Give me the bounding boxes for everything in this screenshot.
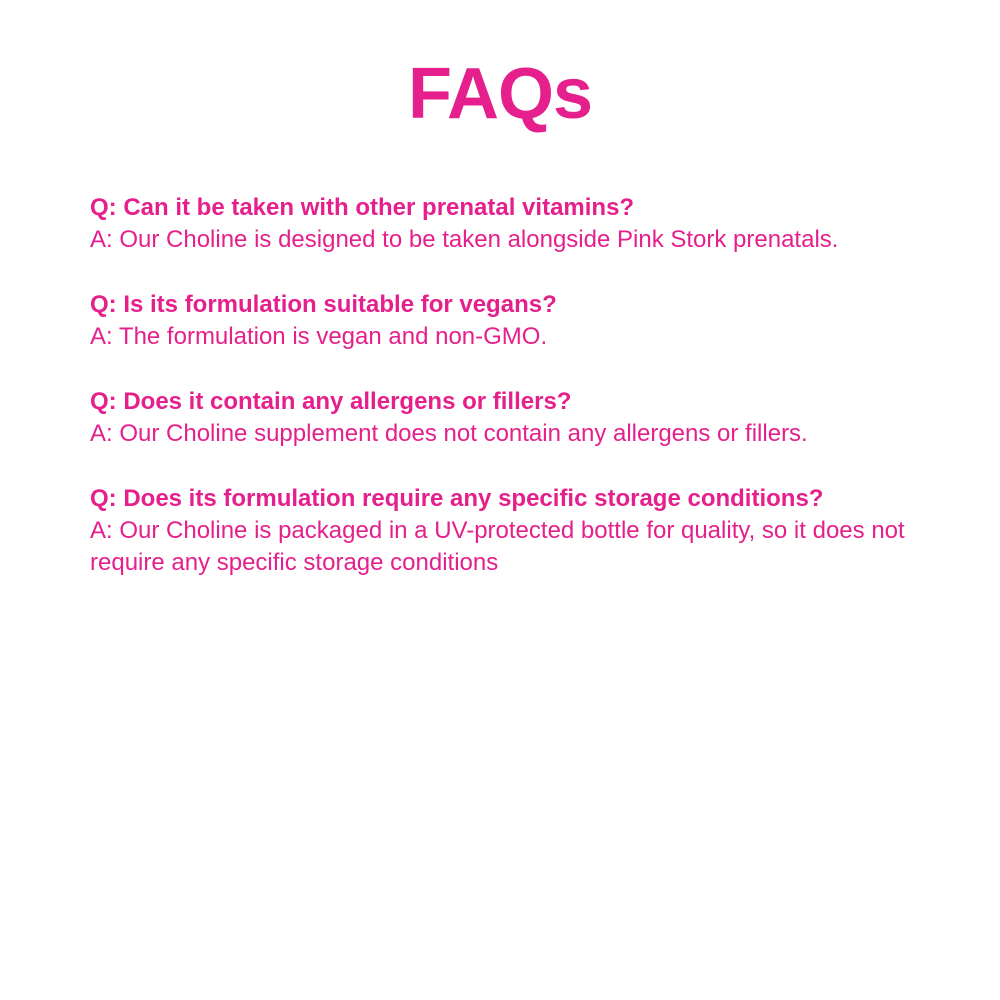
faq-item	[90, 289, 920, 353]
faq-question: Q: Is its formulation suitable for vegans?	[90, 291, 557, 318]
faq-answer: A: Our Choline is packaged in a UV-protected bottle for quality, so it does not require any specific storage conditions	[90, 517, 905, 576]
faq-list	[90, 192, 920, 612]
faq-item	[90, 192, 920, 256]
faq-question: Q: Can it be taken with other prenatal vitamins?	[90, 194, 635, 221]
faq-question: Q: Does its formulation require any specific storage conditions?	[90, 485, 824, 512]
faq-item	[90, 386, 920, 450]
page-title: FAQs	[407, 54, 593, 134]
faq-item	[90, 483, 920, 579]
faq-answer: A: Our Choline supplement does not contain any allergens or fillers.	[90, 420, 808, 447]
faq-question: Q: Does it contain any allergens or fillers?	[90, 388, 572, 415]
faq-answer: A: The formulation is vegan and non-GMO.	[90, 323, 548, 350]
faq-answer: A: Our Choline is designed to be taken alongside Pink Stork prenatals.	[90, 226, 839, 253]
